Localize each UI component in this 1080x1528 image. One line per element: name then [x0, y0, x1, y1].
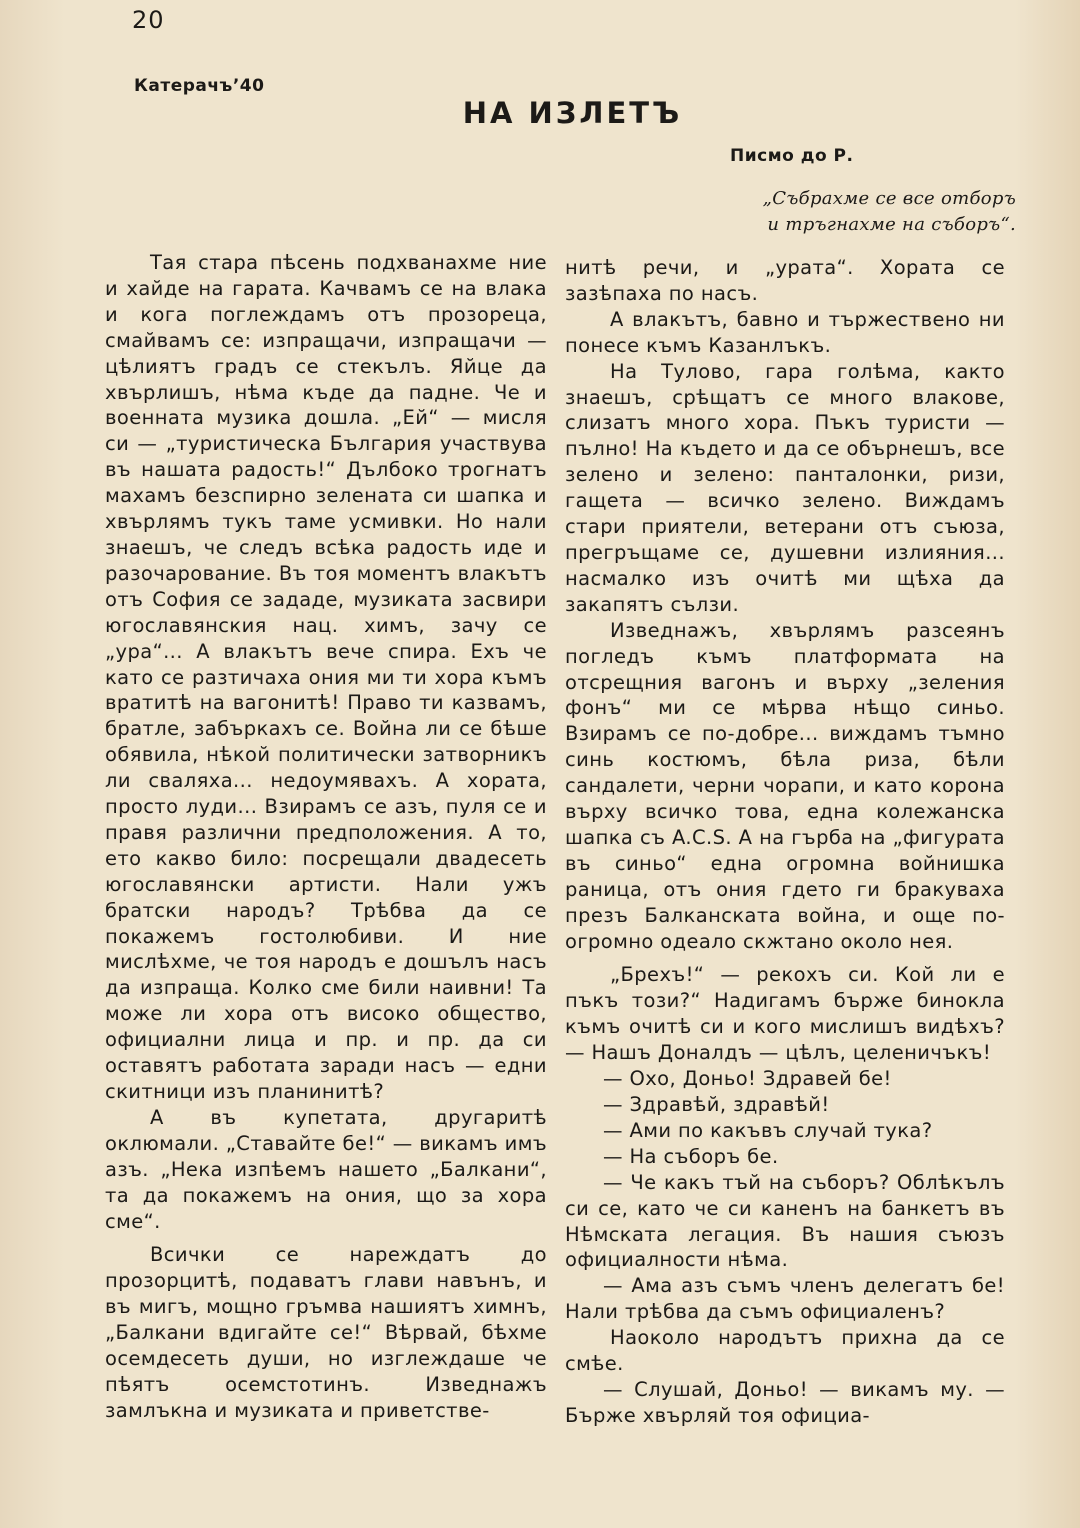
article-title: НА ИЗЛЕТЪ [462, 96, 683, 130]
paragraph: „Брехъ!“ — рекохъ си. Кой ли е пъкъ този?“ Надигамъ бърже бинокла къмъ очитѣ си и кого мислишъ видѣхъ? — Нашъ Доналдъ — цѣлъ, целеничъкъ! [565, 963, 1005, 1065]
paragraph: Изведнажъ, хвърлямъ разсеянъ погледъ къмъ платформата на отсрещния вагонъ и върху „зеления фонъ“ ми се мѣрва нѣщо синьо. Взирамъ се по-добре... виждамъ тъмно синь костюмъ, бѣла риза, бѣли сандалети, черни чорапи, и като корона върху всичко това, една колежанска шапка съ A.C.S. А на гърба на „фигурата въ синьо“ една огромна войнишка раница, отъ ония гдето ги бракуваха презъ Балканската война, и още по-огромно одеало скжтано около нея. [565, 618, 1005, 953]
paragraph: А влакътъ, бавно и тържествено ни понесе къмъ Казанлъкъ. [565, 307, 1005, 357]
paragraph: Всички се нареждатъ до прозорцитѣ, подаватъ глави навънъ, и въ мигъ, мощно гръмва нашиятъ химнъ, „Балкани вдигайте се!“ Вѣрвай, бѣхме осемдесеть души, но изглеждаше че пѣятъ осемстотинъ. Изведнажъ замлъкна и музиката и приветстве- [105, 1243, 547, 1422]
epigraph-line-1: „Събрахме се все отборъ [762, 188, 1016, 209]
epigraph [763, 186, 1016, 238]
dialogue-line: — Охо, Доньо! Здравей бе! [603, 1067, 892, 1091]
left-column [105, 250, 547, 1424]
paragraph: На Тулово, гара голѣма, както знаешъ, срѣщатъ се много влакове, слизатъ много хора. Пъкъ туристи — пълно! На където и да се обърнешъ, все зелено и зелено: панталонки, ризи, гащета — всичко зелено. Виждамъ стари приятели, ветерани отъ съюза, прегръщаме се, душевни излияния... насмалко изъ очитѣ ми щѣха да закапятъ сълзи. [565, 359, 1005, 616]
paragraph: Тая стара пѣсень подхванахме ние и хайде на гарата. Качвамъ се на влака и кога поглеждамъ отъ прозореца, смайвамъ се: изпращачи, изпращачи — цѣлиятъ градъ се стекълъ. Яйце да хвърлишъ, нѣма къде да падне. Че и военната музика дошла. „Ей“ — мисля си — „туристическа България участвува въ нашата радость!“ Дълбоко трогнатъ махамъ безспирно зелената си шапка и хвърлямъ тукъ таме усмивки. Но нали знаешъ, че следъ всѣка радость иде и разочарование. Въ тоя моментъ влакътъ отъ София се зададе, музиката засвири югославянския нац. химъ, зачу се „ура“... А влакътъ вече спира. Ехъ че като се разтичаха ония ми ти хора къмъ вратитѣ на вагонитѣ! Право ти казвамъ, братле, забъркахъ се. Война ли се бѣше обявила, нѣкой политически затворникъ ли сваляха... недоумявахъ. А хората, просто луди... Взирамъ се азъ, пуля се и правя различни предположения. А то, ето какво било: посрещали двадесеть югославянски артисти. Нали ужъ братски народъ? Трѣбва да се покажемъ гостолюбиви. И ние мислѣхме, че тоя народъ е дошълъ насъ да изпраща. Колко сме били наивни! Та може ли хора отъ високо общество, официални лица и пр. и пр. да си оставятъ работата заради насъ — едни скитници изъ планинитѣ? [105, 251, 547, 1103]
right-column [565, 255, 1005, 1429]
page-number: 20 [132, 6, 165, 34]
author-byline: Катерачъ’40 [134, 76, 265, 96]
article-subtitle: Писмо до Р. [730, 146, 854, 166]
epigraph-line-2: и тръгнахме на съборъ“. [767, 214, 1016, 235]
paragraph: нитѣ речи, и „урата“. Хората се зазѣпаха по насъ. [565, 256, 1005, 305]
paragraph: Наоколо народътъ прихна да се смѣе. [565, 1326, 1005, 1376]
dialogue-line: — Че какъ тъй на съборъ? Облѣкълъ си се, като че си каненъ на банкетъ въ Нѣмската легация. Въ нашия съюзъ официалности нѣма. [565, 1170, 1005, 1272]
paragraph: А въ купетата, другаритѣ оклюмали. „Ставайте бе!“ — викамъ имъ азъ. „Нека изпѣемъ нашето „Балкани“, та да покажемъ на ония, що за хора сме“. [105, 1105, 547, 1233]
dialogue-line: — Слушай, Доньо! — викамъ му. — Бърже хвърляй тоя официа- [565, 1377, 1005, 1427]
dialogue-line: — Здравѣй, здравѣй! [603, 1093, 830, 1116]
dialogue-line: — Ами по какъвъ случай тука? [603, 1118, 933, 1142]
dialogue-line: — Ама азъ съмъ членъ делегатъ бе! Нали трѣбва да съмъ официаленъ? [565, 1274, 1005, 1324]
dialogue-line: — На съборъ бе. [603, 1144, 779, 1168]
